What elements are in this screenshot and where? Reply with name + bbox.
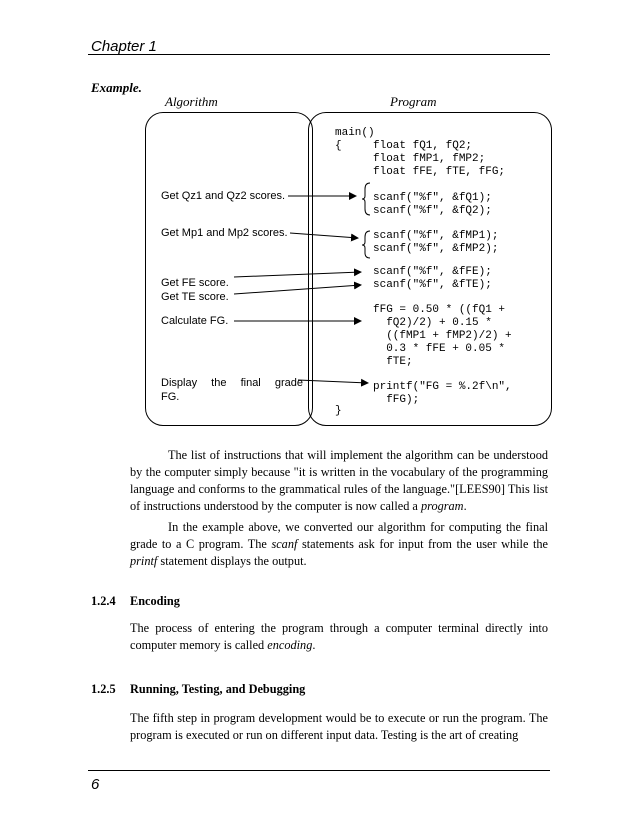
algorithm-step-quiz: Get Qz1 and Qz2 scores. [161, 190, 286, 202]
code-scan-q2: scanf("%f", &fQ2); [373, 205, 492, 217]
algorithm-step-display-cont: FG. [161, 391, 180, 403]
code-decl-2: float fMP1, fMP2; [373, 153, 486, 165]
header-rule [88, 54, 550, 55]
program-heading: Program [390, 94, 437, 109]
section-title-running: Running, Testing, and Debugging [130, 682, 306, 696]
paragraph-running: The fifth step in program development would be to execute or run the program. The program is executed or run on different input data. Testing is the art of creating [130, 711, 548, 742]
algorithm-step-calc: Calculate FG. [161, 315, 229, 327]
paragraph-example-explanation: In the example above, we converted our algorithm for computing the final grade to a C program. The scanf statements ask for input from the user while the printf statement displays the output. [130, 520, 548, 568]
code-brace-open: { [335, 140, 342, 152]
code-brace-close: } [335, 405, 342, 417]
code-calc-4: 0.3 * fFE + 0.05 * [373, 343, 506, 355]
algorithm-step-mp: Get Mp1 and Mp2 scores. [161, 227, 288, 239]
code-scan-q1: scanf("%f", &fQ1); [373, 192, 492, 204]
section-number-encoding: 1.2.4 [91, 594, 116, 608]
algorithm-heading: Algorithm [165, 94, 218, 109]
code-scan-mp2: scanf("%f", &fMP2); [373, 243, 499, 255]
code-calc-2: fQ2)/2) + 0.15 * [373, 317, 492, 329]
code-main: main() [335, 127, 375, 139]
code-scan-te: scanf("%f", &fTE); [373, 279, 492, 291]
code-decl-1: float fQ1, fQ2; [373, 140, 473, 152]
algorithm-step-display: Display the final grade [161, 377, 303, 389]
paragraph-encoding: The process of entering the program through a computer terminal directly into computer memory is called encoding. [130, 621, 548, 652]
code-calc-5: fTE; [373, 356, 413, 368]
chapter-header: Chapter 1 [91, 38, 157, 55]
section-title-encoding: Encoding [130, 594, 180, 608]
code-scan-mp1: scanf("%f", &fMP1); [373, 230, 499, 242]
code-print-1: printf("FG = %.2f\n", [373, 381, 512, 393]
example-label: Example. [91, 80, 142, 95]
footer-rule [88, 770, 550, 771]
code-calc-1: fFG = 0.50 * ((fQ1 + [373, 304, 506, 316]
algorithm-step-te: Get TE score. [161, 291, 229, 303]
code-scan-fe: scanf("%f", &fFE); [373, 266, 492, 278]
paragraph-program-definition: The list of instructions that will implement the algorithm can be understood by the computer simply because "it is written in the vocabulary of the programming language and conforms to the grammatical rules of the language."[LEES90] This list of instructions understood by the computer is now called a program. [130, 448, 548, 513]
code-print-2: fFG); [373, 394, 420, 406]
page-number: 6 [91, 776, 100, 793]
code-calc-3: ((fMP1 + fMP2)/2) + [373, 330, 512, 342]
section-number-running: 1.2.5 [91, 682, 116, 696]
code-decl-3: float fFE, fTE, fFG; [373, 166, 506, 178]
algorithm-step-fe: Get FE score. [161, 277, 229, 289]
